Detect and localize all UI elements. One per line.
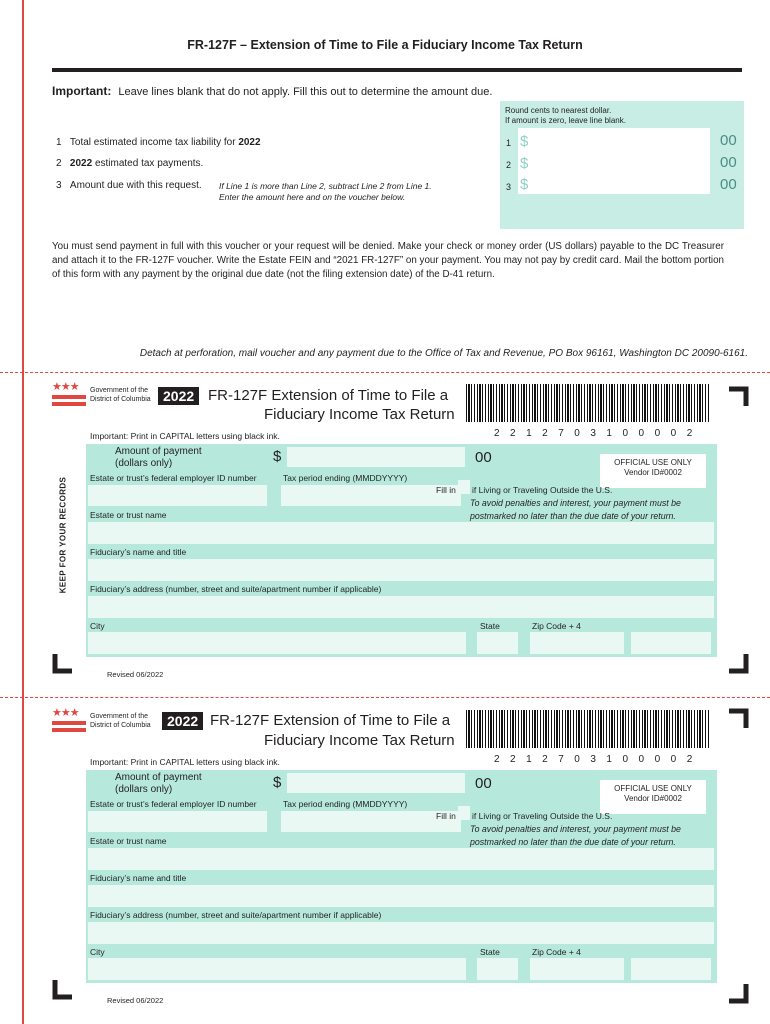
corner-mark-top-right <box>729 386 749 406</box>
line-3-dollar-sign: $ <box>520 176 529 193</box>
ein-label: Estate or trust’s federal employer ID number <box>90 473 257 483</box>
voucher-year-badge: 2022 <box>158 387 199 405</box>
fiduciary-name-input[interactable] <box>88 885 714 907</box>
address-label: Fiduciary’s address (number, street and suite/apartment number if applicable) <box>90 584 382 594</box>
estate-name-input[interactable] <box>88 848 714 870</box>
important-note <box>52 84 492 98</box>
corner-mark-bottom-right <box>729 654 749 674</box>
line-2-box-number: 2 <box>506 160 512 170</box>
period-input[interactable] <box>281 485 461 506</box>
outside-us-checkbox[interactable] <box>458 806 470 820</box>
line-1-box-number: 1 <box>506 138 512 148</box>
period-label: Tax period ending (MMDDYYYY) <box>283 799 408 809</box>
line-2-amount-input[interactable] <box>530 153 708 173</box>
line-2-dollar-sign: $ <box>520 155 529 172</box>
title-rule <box>52 68 742 72</box>
payment-instructions: You must send payment in full with this voucher or your request will be denied. Make your check or money order (US dollars) payable to the DC Treasurer and attach it to the FR-127F voucher. Write the Estate FEIN and “2021 FR-127F” on your payment. You may not pay by credit card. Mail the bottom portion of this form with any payment by the original due date (not the filing extension date) of the D-41 return. <box>52 241 724 280</box>
line-1-cents: 00 <box>720 132 737 149</box>
line-3-cents: 00 <box>720 176 737 193</box>
outside-us-label: if Living or Traveling Outside the U.S. <box>472 485 613 495</box>
barcode <box>466 710 710 748</box>
corner-mark-top-right <box>729 708 749 728</box>
state-label: State <box>480 621 500 631</box>
ein-input[interactable] <box>88 485 267 506</box>
zip-input[interactable] <box>530 958 624 980</box>
voucher-title-line-1: FR-127F Extension of Time to File a <box>210 712 451 729</box>
zip-label: Zip Code + 4 <box>532 947 581 957</box>
revised-date: Revised 06/2022 <box>107 670 164 679</box>
amount-cents: 00 <box>475 775 492 792</box>
gov-label: Government of the District of Columbia <box>90 713 151 729</box>
barcode-digits: 2212703100002 <box>494 428 703 439</box>
page-title: FR-127F – Extension of Time to File a Fiduciary Income Tax Return <box>187 38 583 52</box>
city-input[interactable] <box>88 632 466 654</box>
amount-label: Amount of payment (dollars only) <box>115 446 202 469</box>
official-use-box: OFFICIAL USE ONLY Vendor ID#0002 <box>600 780 706 814</box>
official-use-box: OFFICIAL USE ONLY Vendor ID#0002 <box>600 454 706 488</box>
dc-flag-icon: ★★★ <box>52 708 86 732</box>
corner-mark-bottom-left <box>52 980 72 1000</box>
zip-input[interactable] <box>530 632 624 654</box>
corner-mark-bottom-right <box>729 984 749 1004</box>
amount-dollar-sign: $ <box>273 448 282 465</box>
line-2-cents: 00 <box>720 154 737 171</box>
important-label: Important: <box>52 84 112 98</box>
line-3-amount-input[interactable] <box>530 175 708 195</box>
city-label: City <box>90 621 105 631</box>
fiduciary-name-label: Fiduciary’s name and title <box>90 873 187 883</box>
state-input[interactable] <box>477 958 518 980</box>
round-note: Round cents to nearest dollar. If amount is zero, leave line blank. <box>505 106 626 125</box>
fiduciary-name-label: Fiduciary’s name and title <box>90 547 187 557</box>
address-label: Fiduciary’s address (number, street and suite/apartment number if applicable) <box>90 910 382 920</box>
period-label: Tax period ending (MMDDYYYY) <box>283 473 408 483</box>
penalty-note: To avoid penalties and interest, your payment must be postmarked no later than the due date of your return. <box>470 824 681 847</box>
city-input[interactable] <box>88 958 466 980</box>
fill-in-label: Fill in <box>436 485 456 495</box>
perforation-line-1 <box>0 372 770 373</box>
amount-cents: 00 <box>475 449 492 466</box>
fill-in-label: Fill in <box>436 811 456 821</box>
state-input[interactable] <box>477 632 518 654</box>
outside-us-checkbox[interactable] <box>458 480 470 494</box>
period-input[interactable] <box>281 811 461 832</box>
state-label: State <box>480 947 500 957</box>
print-note: Important: Print in CAPITAL letters using black ink. <box>90 757 280 767</box>
barcode-digits: 2212703100002 <box>494 754 703 765</box>
amount-label: Amount of payment (dollars only) <box>115 772 202 795</box>
gov-label: Government of the District of Columbia <box>90 387 151 403</box>
outside-us-label: if Living or Traveling Outside the U.S. <box>472 811 613 821</box>
barcode <box>466 384 710 422</box>
keep-records-label: KEEP FOR YOUR RECORDS <box>58 476 68 594</box>
voucher-bottom <box>0 704 770 1020</box>
important-text: Leave lines blank that do not apply. Fill this out to determine the amount due. <box>118 86 493 98</box>
print-note: Important: Print in CAPITAL letters using black ink. <box>90 431 280 441</box>
amount-input[interactable] <box>287 773 465 793</box>
dc-flag-icon: ★★★ <box>52 382 86 406</box>
line-2-label: 2 2022 estimated tax payments. <box>56 158 204 169</box>
zip-plus4-input[interactable] <box>631 958 711 980</box>
ein-label: Estate or trust’s federal employer ID number <box>90 799 257 809</box>
line-3-box-number: 3 <box>506 182 512 192</box>
city-label: City <box>90 947 105 957</box>
estate-name-input[interactable] <box>88 522 714 544</box>
voucher-top <box>0 378 770 694</box>
voucher-title-line-2: Fiduciary Income Tax Return <box>264 732 455 749</box>
line-1-amount-input[interactable] <box>530 131 708 151</box>
detach-instructions: Detach at perforation, mail voucher and any payment due to the Office of Tax and Revenue, PO Box 96161, Washington DC 20090-6161. <box>139 348 748 359</box>
voucher-title-line-1: FR-127F Extension of Time to File a <box>208 387 449 404</box>
line-3-label: 3 Amount due with this request. <box>56 180 202 191</box>
address-input[interactable] <box>88 922 714 944</box>
estate-name-label: Estate or trust name <box>90 836 167 846</box>
line-3-note: If Line 1 is more than Line 2, subtract Line 2 from Line 1. Enter the amount here and on the voucher below. <box>219 181 432 202</box>
ein-input[interactable] <box>88 811 267 832</box>
amount-dollar-sign: $ <box>273 774 282 791</box>
voucher-year-badge: 2022 <box>162 712 203 730</box>
voucher-title-line-2: Fiduciary Income Tax Return <box>264 406 455 423</box>
zip-label: Zip Code + 4 <box>532 621 581 631</box>
zip-plus4-input[interactable] <box>631 632 711 654</box>
estate-name-label: Estate or trust name <box>90 510 167 520</box>
revised-date: Revised 06/2022 <box>107 996 164 1005</box>
fiduciary-name-input[interactable] <box>88 559 714 581</box>
address-input[interactable] <box>88 596 714 618</box>
line-1-label: 1 Total estimated income tax liability for 2022 <box>56 137 261 148</box>
perforation-line-2 <box>0 697 770 698</box>
line-1-dollar-sign: $ <box>520 133 529 150</box>
amount-input[interactable] <box>287 447 465 467</box>
penalty-note: To avoid penalties and interest, your payment must be postmarked no later than the due date of your return. <box>470 498 681 521</box>
corner-mark-bottom-left <box>52 654 72 674</box>
